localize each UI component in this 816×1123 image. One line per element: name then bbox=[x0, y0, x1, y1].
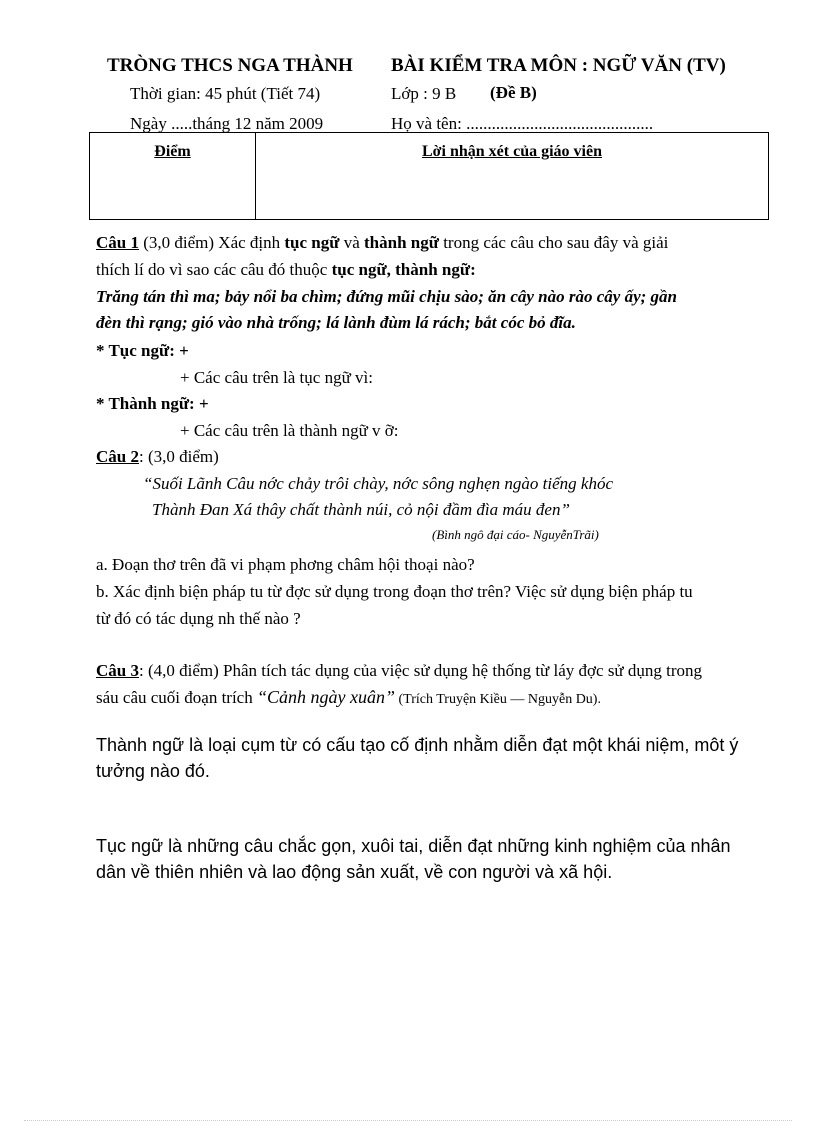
student-name-field[interactable]: Họ và tên: ............................................ bbox=[391, 114, 654, 133]
q1-term-tucngu: tục ngữ bbox=[284, 233, 340, 252]
q1-points: (3,0 điểm) Xác định bbox=[138, 233, 285, 252]
q2-heading bbox=[96, 445, 219, 469]
q1-line2-text: thích lí do vì sao các câu đó thuộc bbox=[96, 260, 332, 279]
score-cell[interactable] bbox=[90, 133, 256, 220]
q1-examples-line2: đèn thì rạng; gió vào nhà trống; lá lành đùm lá rách; bắt cóc bỏ đĩa. bbox=[96, 313, 576, 332]
q2-part-b-line2: từ đó có tác dụng nh thế nào ? bbox=[96, 609, 301, 628]
q1-line2-terms: tục ngữ, thành ngữ: bbox=[331, 260, 476, 279]
score-table bbox=[89, 132, 769, 220]
q1-thanhngu-reason: + Các câu trên là thành ngữ v ỡ: bbox=[180, 421, 399, 440]
q3-label: Câu 3 bbox=[96, 661, 139, 680]
note-thanhngu-line2: tưởng nào đó. bbox=[96, 761, 210, 781]
q3-line2 bbox=[96, 685, 601, 712]
score-header: Điểm bbox=[154, 143, 191, 160]
q2-part-a: a. Đoạn thơ trên đã vi phạm phơng châm hội thoại nào? bbox=[96, 555, 475, 574]
q1-and: và bbox=[339, 233, 365, 252]
q2-part-b-line1: b. Xác định biện pháp tu từ đợc sử dụng trong đoạn thơ trên? Việc sử dụng biện pháp tu bbox=[96, 582, 693, 601]
comment-cell[interactable] bbox=[256, 133, 769, 220]
q1-line2 bbox=[96, 258, 476, 282]
q3-source: (Trích Truyện Kiều — Nguyễn Du). bbox=[394, 692, 601, 707]
q1-examples-line1: Trăng tán thì ma; bảy nổi ba chìm; đứng mũi chịu sào; ăn cây nào rào cây ấy; gần bbox=[96, 287, 677, 306]
exam-date: Ngày .....tháng 12 năm 2009 bbox=[130, 114, 324, 133]
page-bottom-divider bbox=[24, 1120, 792, 1121]
note-tucngu-line2: dân về thiên nhiên và lao động sản xuất, về con người và xã hội. bbox=[96, 862, 613, 882]
q3-line2-text: sáu câu cuối đoạn trích bbox=[96, 688, 257, 707]
exam-variant: (Đề B) bbox=[490, 83, 537, 102]
q1-thanhngu-label: * Thành ngữ: + bbox=[96, 394, 209, 413]
q1-tucngu-reason: + Các câu trên là tục ngữ vì: bbox=[180, 368, 373, 387]
note-thanhngu-line1: Thành ngữ là loại cụm từ có cấu tạo cố định nhằm diễn đạt một khái niệm, môt ý bbox=[96, 735, 739, 755]
q3-quote: “Cảnh ngày xuân” bbox=[256, 687, 395, 707]
q2-poem-source: (Bình ngô đại cáo- NguyễnTrãi) bbox=[432, 527, 599, 542]
q2-label: Câu 2 bbox=[96, 447, 139, 466]
q1-term-thanhngu: thành ngữ bbox=[364, 233, 439, 252]
q2-points: : (3,0 điểm) bbox=[138, 447, 219, 466]
q3-line1-text: : (4,0 điểm) Phân tích tác dụng của việc sử dụng hệ thống từ láy đợc sử dụng trong bbox=[138, 661, 703, 680]
note-tucngu-line1: Tục ngữ là những câu chắc gọn, xuôi tai, diễn đạt những kinh nghiệm của nhân bbox=[96, 836, 731, 856]
q1-label: Câu 1 bbox=[96, 233, 139, 252]
school-name: TRÒNG THCS NGA THÀNH bbox=[107, 55, 353, 76]
q3-line1 bbox=[96, 659, 702, 683]
exam-time: Thời gian: 45 phút (Tiết 74) bbox=[130, 84, 321, 103]
comment-header: Lời nhận xét của giáo viên bbox=[422, 143, 602, 160]
q1-tucngu-label: * Tục ngữ: + bbox=[96, 341, 189, 360]
q2-poem-line2: Thành Đan Xá thây chất thành núi, cỏ nội đầm đìa máu đen” bbox=[152, 500, 570, 519]
q1-line1 bbox=[96, 231, 668, 255]
q2-poem-line1: “Suối Lãnh Câu nớc chảy trôi chày, nớc sông nghẹn ngào tiếng khóc bbox=[143, 474, 614, 493]
class-label: Lớp : 9 B bbox=[391, 84, 457, 103]
exam-title: BÀI KIỂM TRA MÔN : NGỮ VĂN (TV) bbox=[391, 55, 726, 76]
q1-rest: trong các câu cho sau đây và giải bbox=[438, 233, 669, 252]
